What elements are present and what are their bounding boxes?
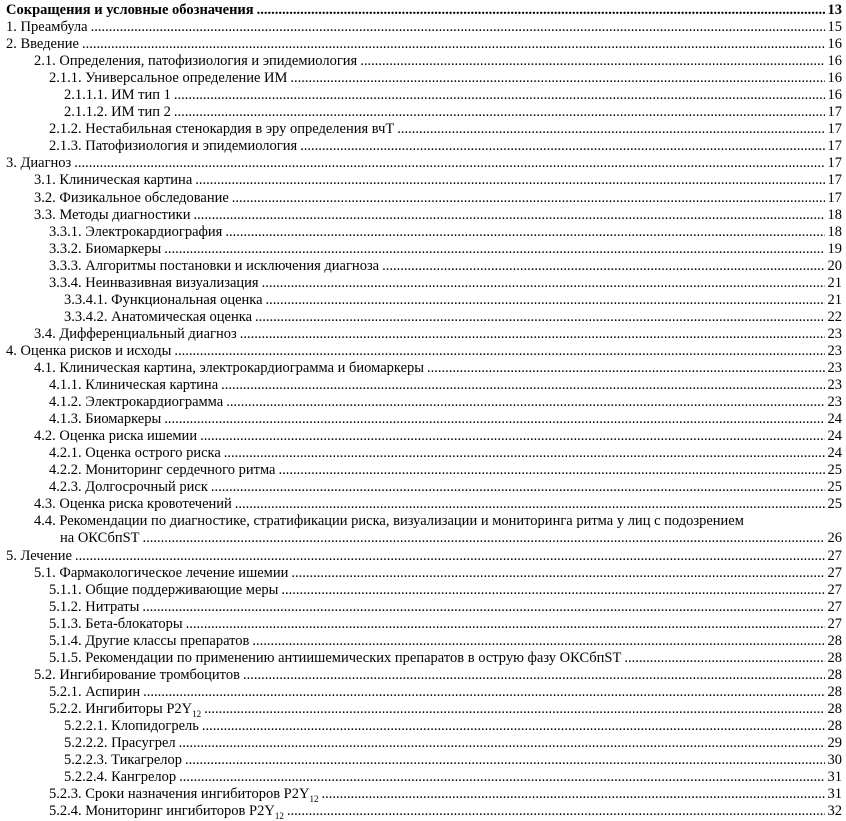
toc-entry <box>3 190 842 207</box>
toc-entry-label: 3.3.3. Алгоритмы постановки и исключения диагноза <box>49 257 380 274</box>
toc-entry <box>3 104 842 121</box>
toc-entry <box>3 769 842 786</box>
page-number: 23 <box>827 325 842 342</box>
page-number: 17 <box>827 104 842 121</box>
toc-entry <box>3 360 842 377</box>
toc-entry <box>3 172 842 189</box>
dot-leader <box>252 633 824 650</box>
toc-entry-label: 3.4. Дифференциальный диагноз <box>34 325 237 342</box>
toc-entry-label: Сокращения и условные обозначения <box>6 2 254 18</box>
toc-entry-label: 4.2.1. Оценка острого риска <box>49 445 221 462</box>
toc-entry <box>3 718 842 735</box>
toc-entry <box>3 650 842 667</box>
page-number: 27 <box>827 547 842 564</box>
dot-leader <box>290 70 824 87</box>
toc-entry <box>3 207 842 224</box>
toc-entry <box>3 752 842 769</box>
toc-entry <box>3 377 842 394</box>
page-number: 18 <box>827 223 842 240</box>
toc-entry <box>3 2 842 19</box>
toc-entry <box>3 496 842 513</box>
toc-entry-label: 4.1.1. Клиническая картина <box>49 377 219 394</box>
page-number: 27 <box>827 615 842 632</box>
toc-entry <box>3 445 842 462</box>
dot-leader <box>243 667 825 684</box>
toc-entry-label: 5.1.1. Общие поддерживающие меры <box>49 581 279 598</box>
toc-entry-label: 3.1. Клиническая картина <box>34 172 193 189</box>
page-number: 21 <box>827 291 842 308</box>
dot-leader <box>164 241 824 258</box>
toc-entry-label: 5.2. Ингибирование тромбоцитов <box>34 666 240 683</box>
toc-entry-label: 5.2.2.1. Клопидогрель <box>64 717 199 734</box>
dot-leader <box>266 292 825 309</box>
toc-entry <box>3 343 842 360</box>
toc-entry-label: 5.1.2. Нитраты <box>49 598 140 615</box>
dot-leader <box>179 735 825 752</box>
toc-entry-label: 4.1. Клиническая картина, электрокардиограмма и биомаркеры <box>34 359 425 376</box>
toc-entry <box>3 309 842 326</box>
toc-entry <box>3 786 842 803</box>
toc-entry-label: 3.3.4. Неинвазивная визуализация <box>49 274 259 291</box>
toc-entry-label: 4.1.3. Биомаркеры <box>49 411 162 428</box>
toc-entry <box>3 36 842 53</box>
dot-leader <box>174 87 825 104</box>
page-number: 24 <box>827 411 842 428</box>
page-number: 15 <box>827 19 842 36</box>
page-number: 19 <box>827 240 842 257</box>
dot-leader <box>281 582 824 599</box>
page-number: 24 <box>827 428 842 445</box>
page-number: 16 <box>827 70 842 87</box>
dot-leader <box>202 718 825 735</box>
toc-entry <box>3 53 842 70</box>
toc-entry <box>3 582 842 599</box>
toc-entry <box>3 803 842 820</box>
dot-leader <box>321 786 824 803</box>
toc-entry <box>3 565 842 582</box>
toc-entry-label: 5.1.5. Рекомендации по применению антиишемических препаратов в острую фазу ОКСбпST <box>49 649 622 666</box>
dot-leader <box>291 565 824 582</box>
page-number: 23 <box>827 377 842 394</box>
toc-entry <box>3 667 842 684</box>
toc-entry <box>3 258 842 275</box>
dot-leader <box>143 684 824 701</box>
page-number: 25 <box>827 496 842 513</box>
page-number: 28 <box>827 700 842 717</box>
dot-leader <box>91 19 825 36</box>
dot-leader <box>179 769 824 786</box>
page-number: 22 <box>827 308 842 325</box>
toc-entry-label: 4.2.2. Мониторинг сердечного ритма <box>49 462 276 479</box>
dot-leader <box>200 428 824 445</box>
toc-entry <box>3 616 842 633</box>
page-number: 28 <box>827 683 842 700</box>
page-number: 27 <box>827 564 842 581</box>
page-number: 25 <box>827 462 842 479</box>
toc-entry <box>3 530 842 547</box>
toc-entry <box>3 701 842 718</box>
page-number: 24 <box>827 445 842 462</box>
toc-entry-label: 1. Преамбула <box>6 19 88 36</box>
toc-entry <box>3 138 842 155</box>
toc-entry-label: 2. Введение <box>6 36 79 53</box>
page-number: 31 <box>827 769 842 786</box>
dot-leader <box>278 462 824 479</box>
toc-entry <box>3 479 842 496</box>
toc-entry-label: 3. Диагноз <box>6 155 72 172</box>
page-number: 17 <box>827 172 842 189</box>
toc-entry-continuation: на ОКСбпST <box>60 530 140 547</box>
toc-entry-label: 5.2.2. Ингибиторы $P2Y_{12}$ <box>49 700 202 719</box>
dot-leader <box>300 138 824 155</box>
toc-entry-label: 2.1.1.2. ИМ тип 2 <box>64 104 171 121</box>
toc-entry-label: 2.1.1. Универсальное определение ИМ <box>49 70 288 87</box>
toc-entry-label: 2.1.3. Патофизиология и эпидемиология <box>49 138 298 155</box>
dot-leader <box>240 326 825 343</box>
toc-entry <box>3 155 842 172</box>
toc-entry <box>3 462 842 479</box>
toc-entry-label: 4.2. Оценка риска ишемии <box>34 428 198 445</box>
page-number: 26 <box>827 530 842 547</box>
toc-entry-label: 2.1.2. Нестабильная стенокардия в эру определения вчТ <box>49 121 395 138</box>
page-number: 17 <box>827 155 842 172</box>
toc-entry-label: 5.2.3. Сроки назначения ингибиторов $P2Y_{12}$ <box>49 786 319 805</box>
dot-leader <box>262 275 825 292</box>
page-number: 13 <box>827 2 842 18</box>
dot-leader <box>232 190 825 207</box>
dot-leader <box>211 479 825 496</box>
toc-entry-label: 3.3.2. Биомаркеры <box>49 240 162 257</box>
toc-entry <box>3 411 842 428</box>
page-number: 21 <box>827 274 842 291</box>
dot-leader <box>174 343 824 360</box>
subscript-text: 12 <box>274 811 284 821</box>
toc-entry-label: 5.2.2.3. Тикагрелор <box>64 752 183 769</box>
toc-entry-label: 3.3. Методы диагностики <box>34 206 191 223</box>
toc-entry <box>3 275 842 292</box>
toc-entry-label: 4.4. Рекомендации по диагностике, стратификации риска, визуализации и мониторинга ритма у лиц с подозрением <box>34 513 744 530</box>
toc-entry <box>3 121 842 138</box>
page-number: 23 <box>827 359 842 376</box>
toc-entry-label: 5.2.2.4. Кангрелор <box>64 769 177 786</box>
dot-leader <box>224 445 825 462</box>
toc-entry <box>3 548 842 565</box>
dot-leader <box>235 496 825 513</box>
page-number: 20 <box>827 257 842 274</box>
dot-leader <box>287 803 825 820</box>
toc-entry <box>3 326 842 343</box>
page-number: 28 <box>827 717 842 734</box>
toc-entry <box>3 70 842 87</box>
subscript-text: 12 <box>309 794 319 805</box>
toc-entry <box>3 224 842 241</box>
dot-leader <box>74 155 824 172</box>
page-number: 30 <box>827 752 842 769</box>
dot-leader <box>360 53 824 70</box>
page-number: 28 <box>827 666 842 683</box>
dot-leader <box>226 394 824 411</box>
dot-leader <box>257 2 825 19</box>
toc-entry <box>3 19 842 36</box>
toc-entry <box>3 241 842 258</box>
toc-entry <box>3 735 842 752</box>
toc-entry-label: 5.2.4. Мониторинг ингибиторов $P2Y_{12}$ <box>49 803 284 821</box>
toc-entry-label: 3.2. Физикальное обследование <box>34 189 229 206</box>
dot-leader <box>164 411 824 428</box>
dot-leader <box>174 104 825 121</box>
dot-leader <box>397 121 824 138</box>
toc-entry-label: 5.1.4. Другие классы препаратов <box>49 632 250 649</box>
page-number: 16 <box>827 36 842 53</box>
dot-leader <box>225 224 824 241</box>
toc-entry <box>3 599 842 616</box>
dot-leader <box>193 207 824 224</box>
page-number: 27 <box>827 581 842 598</box>
page-number: 32 <box>827 803 842 820</box>
toc-entry-label: 5.1. Фармакологическое лечение ишемии <box>34 564 289 581</box>
toc-entry-label: 5.2.1. Аспирин <box>49 683 141 700</box>
toc-entry-label: 4.2.3. Долгосрочный риск <box>49 479 208 496</box>
dot-leader <box>255 309 824 326</box>
toc-entry-label: 3.3.1. Электрокардиография <box>49 223 223 240</box>
toc-entry-label: 2.1. Определения, патофизиология и эпидемиология <box>34 53 358 70</box>
toc-entry <box>3 87 842 104</box>
dot-leader <box>142 599 824 616</box>
dot-leader <box>382 258 824 275</box>
page-number: 17 <box>827 138 842 155</box>
page-number: 28 <box>827 632 842 649</box>
dot-leader <box>427 360 824 377</box>
toc-entry-label: 2.1.1.1. ИМ тип 1 <box>64 87 171 104</box>
dot-leader <box>195 172 824 189</box>
page-number: 29 <box>827 735 842 752</box>
toc-entry <box>3 684 842 701</box>
page-number: 25 <box>827 479 842 496</box>
dot-leader <box>186 616 825 633</box>
toc-entry-label: 3.3.4.1. Функциональная оценка <box>64 291 263 308</box>
toc-entry <box>3 513 842 530</box>
subscript-text: 12 <box>192 708 202 719</box>
page-number: 16 <box>827 87 842 104</box>
toc-entry-label: 3.3.4.2. Анатомическая оценка <box>64 308 253 325</box>
toc-entry-label: 5. Лечение <box>6 547 72 564</box>
page-number: 18 <box>827 206 842 223</box>
page-number: 23 <box>827 394 842 411</box>
dot-leader <box>185 752 824 769</box>
toc-entry-label: 5.2.2.2. Прасугрел <box>64 735 176 752</box>
page-number: 31 <box>827 786 842 803</box>
page-number: 16 <box>827 53 842 70</box>
toc-entry-label: 4.1.2. Электрокардиограмма <box>49 394 224 411</box>
toc-entry <box>3 633 842 650</box>
dot-leader <box>143 530 825 547</box>
toc-entry-label: 4.3. Оценка риска кровотечений <box>34 496 232 513</box>
page-number: 23 <box>827 342 842 359</box>
dot-leader <box>204 701 824 718</box>
dot-leader <box>221 377 824 394</box>
page-number: 28 <box>827 649 842 666</box>
dot-leader <box>624 650 824 667</box>
page-number: 17 <box>827 121 842 138</box>
page-number: 17 <box>827 189 842 206</box>
dot-leader <box>82 36 825 53</box>
dot-leader <box>75 548 825 565</box>
toc-entry <box>3 292 842 309</box>
toc-entry <box>3 428 842 445</box>
page-number: 27 <box>827 598 842 615</box>
toc-entry-label: 4. Оценка рисков и исходы <box>6 342 172 359</box>
toc-entry <box>3 394 842 411</box>
toc-entry-label: 5.1.3. Бета-блокаторы <box>49 615 183 632</box>
